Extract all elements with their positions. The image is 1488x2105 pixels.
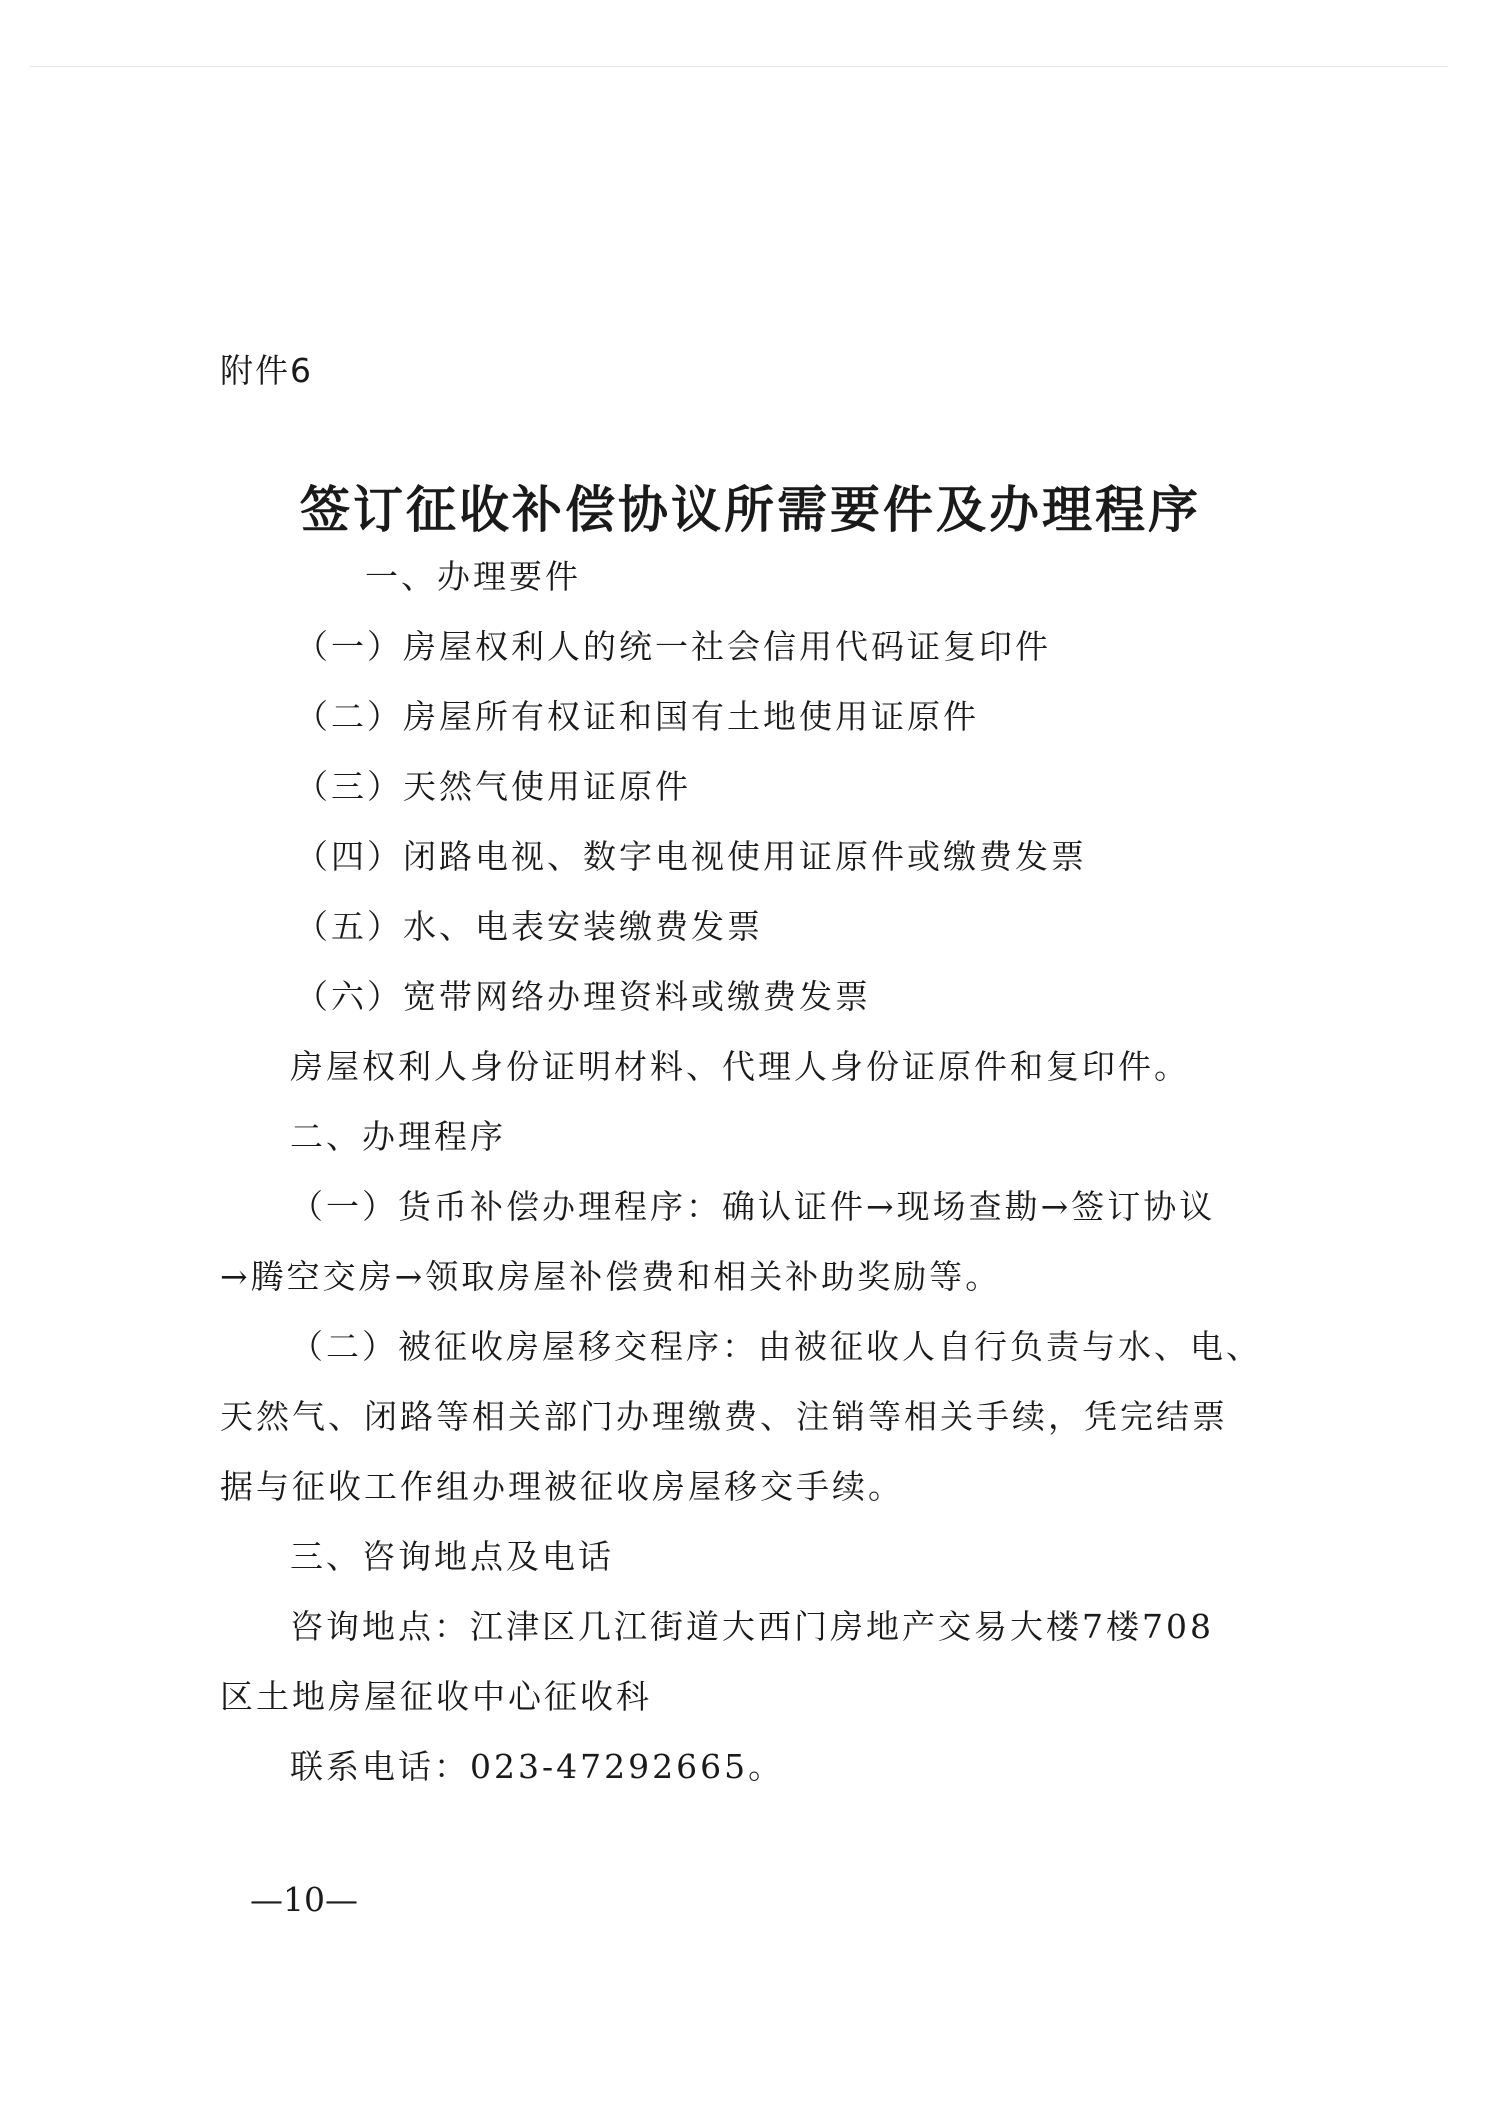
requirement-item-1: （一）房屋权利人的统一社会信用代码证复印件 — [295, 627, 1051, 666]
section1-heading: 一、办理要件 — [365, 557, 581, 596]
requirement-item-4: （四）闭路电视、数字电视使用证原件或缴费发票 — [295, 837, 1087, 876]
section3-heading: 三、咨询地点及电话 — [290, 1537, 614, 1576]
procedure-2-line3: 据与征收工作组办理被征收房屋移交手续。 — [220, 1467, 904, 1506]
procedure-2-line1: （二）被征收房屋移交程序：由被征收人自行负责与水、电、 — [290, 1327, 1262, 1366]
procedure-2-line2: 天然气、闭路等相关部门办理缴费、注销等相关手续，凭完结票 — [220, 1397, 1228, 1436]
attachment-label: 附件6 — [220, 351, 313, 390]
consult-address-line2: 区土地房屋征收中心征收科 — [220, 1677, 652, 1716]
procedure-1-line1: （一）货币补偿办理程序：确认证件→现场查勘→签订协议 — [290, 1187, 1216, 1226]
scan-edge-line — [30, 66, 1448, 67]
section2-heading: 二、办理程序 — [290, 1117, 506, 1156]
requirement-note: 房屋权利人身份证明材料、代理人身份证原件和复印件。 — [290, 1047, 1190, 1086]
procedure-1-line2: →腾空交房→领取房屋补偿费和相关补助奖励等。 — [220, 1257, 1002, 1296]
consult-phone: 联系电话：023-47292665。 — [290, 1747, 785, 1786]
page-number: —10— — [250, 1880, 358, 1919]
consult-address-line1: 咨询地点：江津区几江街道大西门房地产交易大楼7楼708 — [290, 1607, 1214, 1646]
document-title: 签订征收补偿协议所需要件及办理程序 — [300, 480, 1201, 539]
requirement-item-3: （三）天然气使用证原件 — [295, 767, 691, 806]
requirement-item-5: （五）水、电表安装缴费发票 — [295, 907, 763, 946]
requirement-item-6: （六）宽带网络办理资料或缴费发票 — [295, 977, 871, 1016]
requirement-item-2: （二）房屋所有权证和国有土地使用证原件 — [295, 697, 979, 736]
